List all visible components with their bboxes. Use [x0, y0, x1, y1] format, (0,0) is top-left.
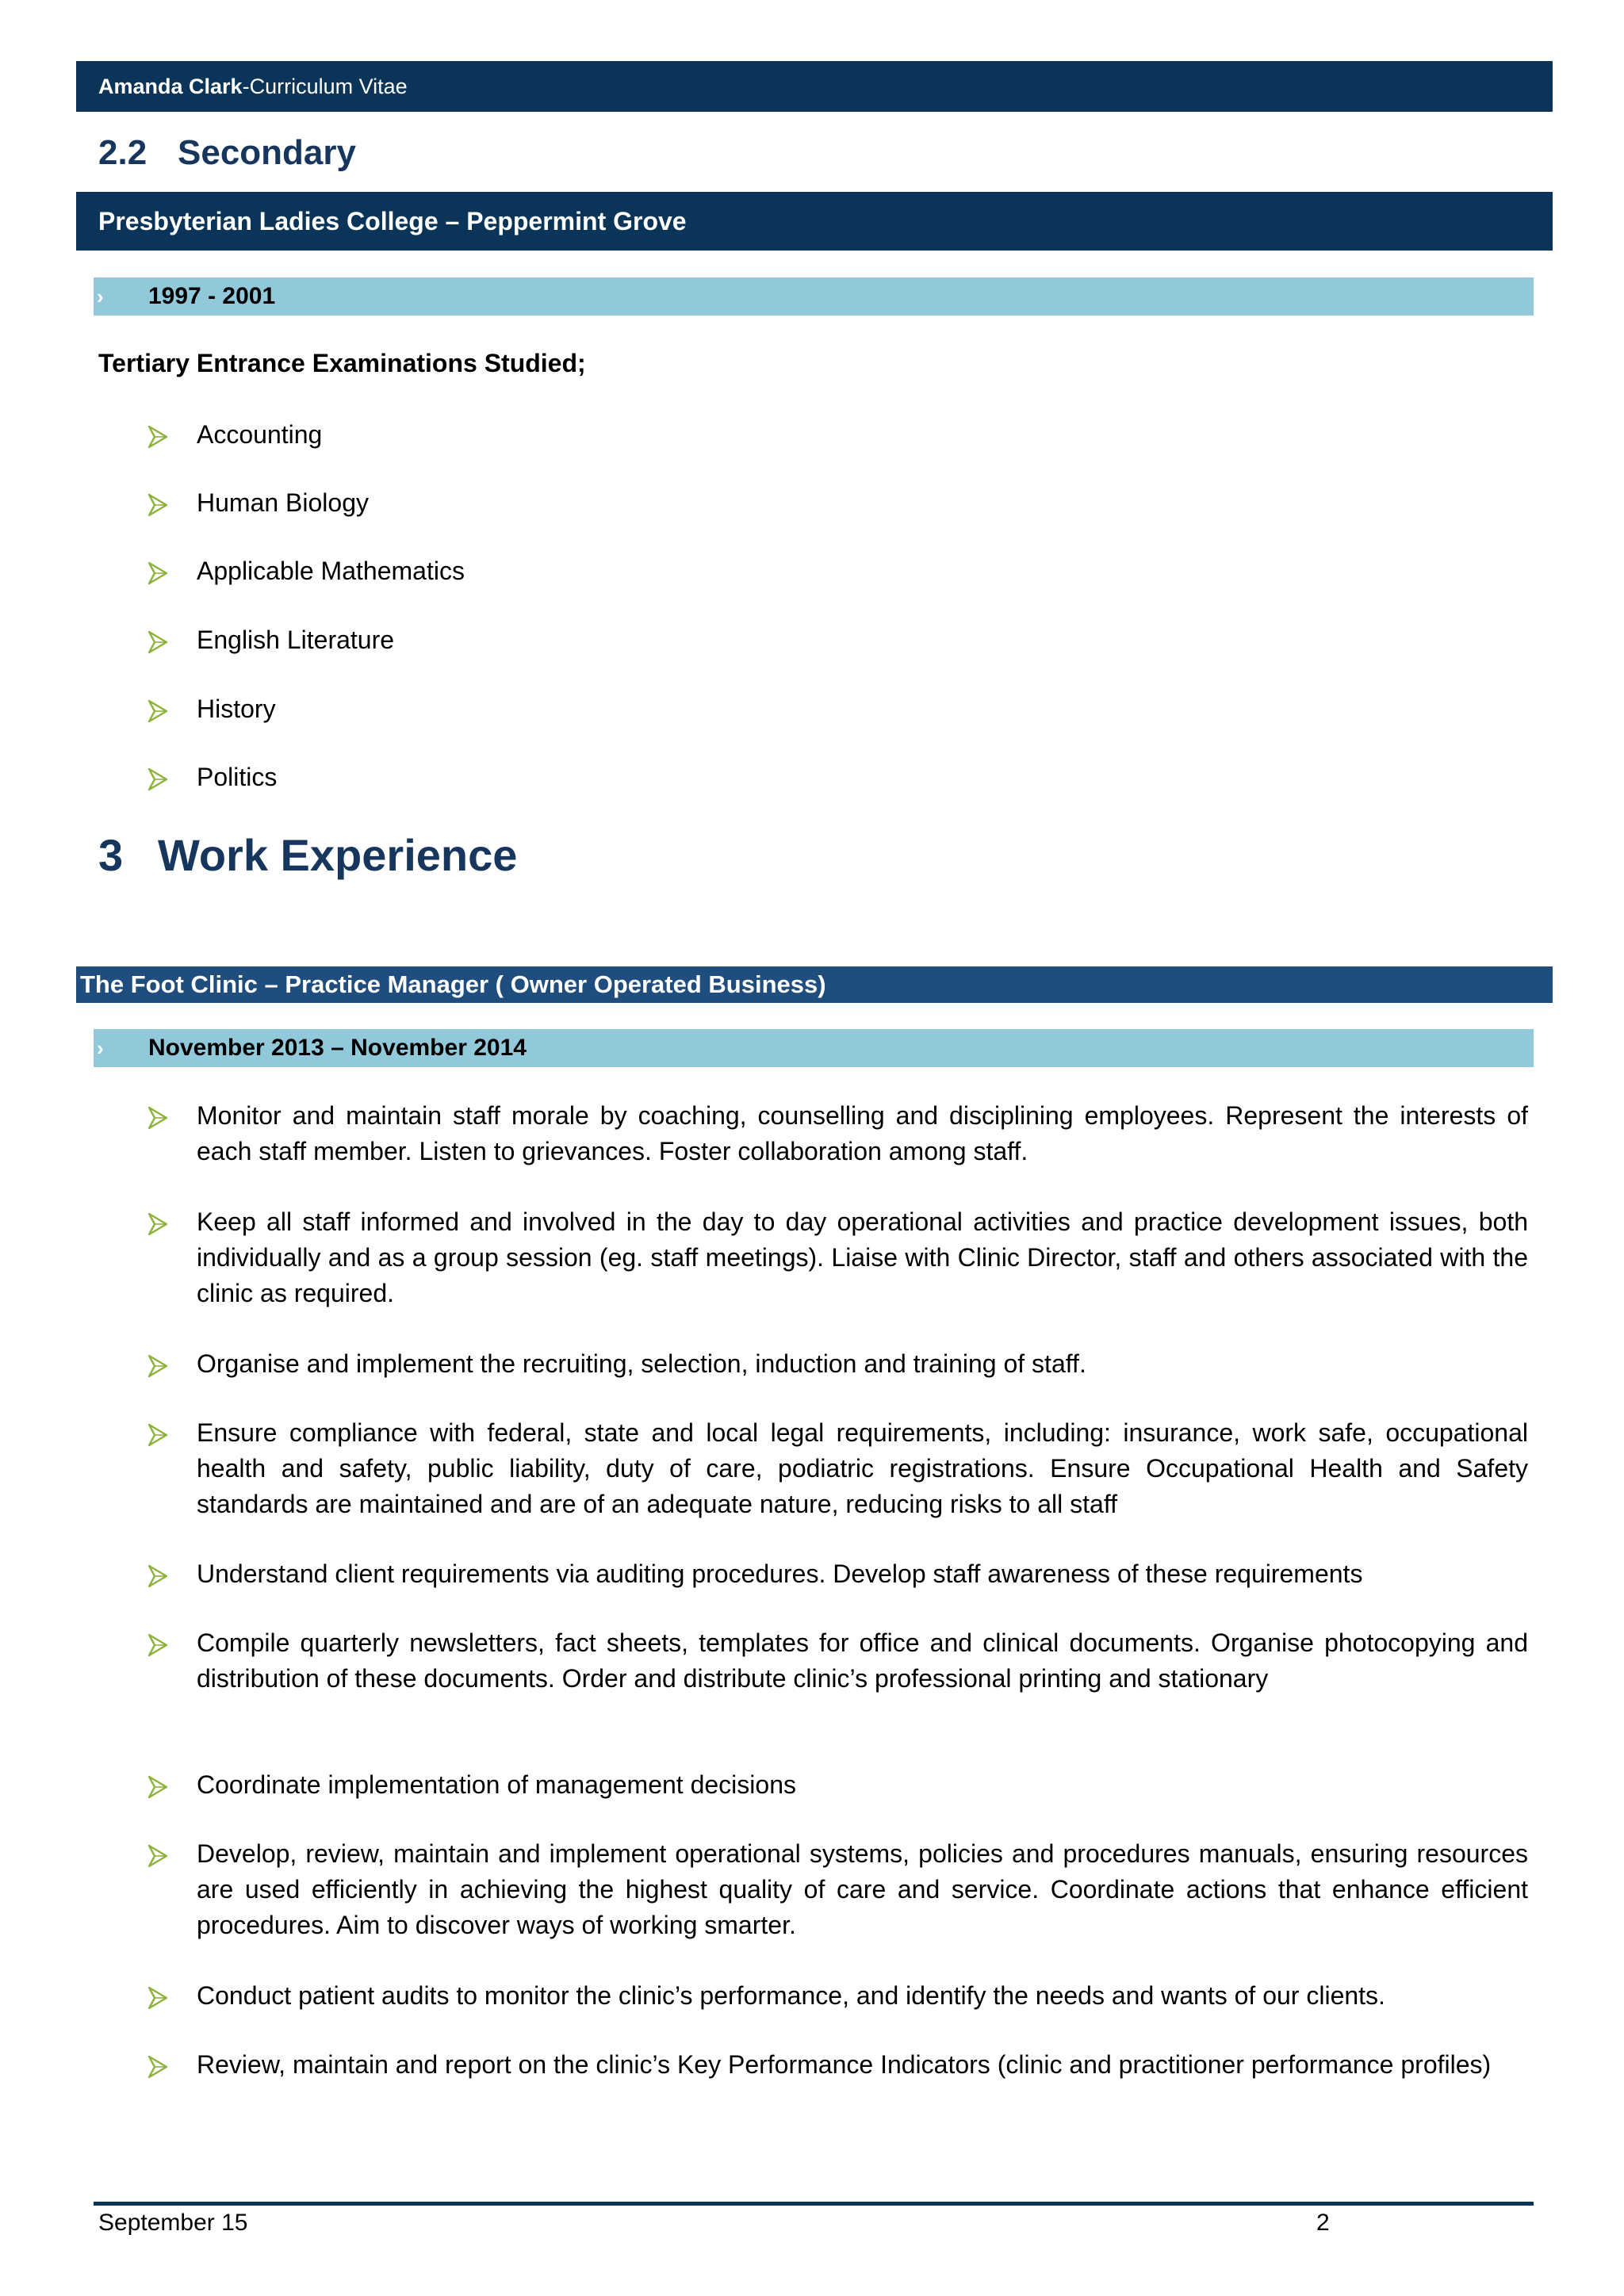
- green-arrow-bullet-icon: [148, 559, 167, 583]
- list-item-text: Monitor and maintain staff morale by coaching, counselling and disciplining employees. Represent the interests of each staff member. Listen to grievances. Foster collaboration among staff.: [197, 1101, 1528, 1165]
- list-item: [148, 1204, 1528, 1311]
- list-item-text: English Literature: [197, 626, 395, 654]
- list-item: [148, 1836, 1528, 1943]
- list-item: [148, 485, 1528, 521]
- list-item-text: Human Biology: [197, 488, 369, 517]
- green-arrow-bullet-icon: [148, 1104, 167, 1127]
- list-item-text: Accounting: [197, 420, 323, 449]
- chevron-right-icon: ›: [97, 1036, 104, 1060]
- list-item: [148, 1625, 1528, 1697]
- green-arrow-bullet-icon: [148, 1562, 167, 1586]
- section-title: Secondary: [178, 133, 356, 172]
- subjects-subheading: Tertiary Entrance Examinations Studied;: [98, 349, 586, 377]
- school-dates-bar: [94, 277, 1534, 316]
- list-item-text: Keep all staff informed and involved in the day to day operational activities and practice development issues, both individually and as a group session (eg. staff meetings). Liaise with Clinic Director, staff and others associated with the clinic as required.: [197, 1207, 1528, 1307]
- list-item: [148, 691, 1528, 727]
- chevron-right-icon: ›: [97, 285, 104, 308]
- green-arrow-bullet-icon: [148, 1210, 167, 1234]
- list-item-text: Coordinate implementation of management decisions: [197, 1770, 796, 1799]
- list-item: [148, 1556, 1528, 1592]
- job-dates-bar: [94, 1029, 1534, 1067]
- list-item-text: Ensure compliance with federal, state and local legal requirements, including: insurance, work safe, occupational health and safety, public liability, duty of care, podiatric registrations. Ensure Occupational Health and Safety standards are maintained and are of an adequate nature, reducing risks to all staff: [197, 1418, 1528, 1518]
- job-dates: November 2013 – November 2014: [148, 1035, 527, 1061]
- header-separator: -: [242, 75, 250, 98]
- section-title: Work Experience: [158, 830, 518, 880]
- list-item-text: Applicable Mathematics: [197, 557, 465, 585]
- list-item: [148, 1346, 1528, 1382]
- list-item: [148, 1415, 1528, 1522]
- section-number: 2.2: [98, 133, 147, 172]
- page-number: 2: [1316, 2210, 1330, 2236]
- list-item-text: Review, maintain and report on the clinic’s Key Performance Indicators (clinic and practitioner performance profiles): [197, 2050, 1492, 2079]
- green-arrow-bullet-icon: [148, 628, 167, 652]
- school-dates: 1997 - 2001: [148, 283, 276, 309]
- header-name: Amanda Clark: [98, 75, 243, 98]
- list-item-text: History: [197, 695, 276, 723]
- green-arrow-bullet-icon: [148, 1631, 167, 1655]
- green-arrow-bullet-icon: [148, 491, 167, 515]
- list-item: [148, 417, 1528, 453]
- school-name-bar: Presbyterian Ladies College – Peppermint Grove: [76, 192, 1553, 251]
- green-arrow-bullet-icon: [148, 765, 167, 789]
- section-number: 3: [98, 830, 124, 880]
- running-header: [76, 61, 1553, 112]
- green-arrow-bullet-icon: [148, 1352, 167, 1376]
- list-item: [148, 2047, 1528, 2083]
- green-arrow-bullet-icon: [148, 1773, 167, 1797]
- section-heading-secondary: [98, 133, 356, 173]
- list-item-text: Develop, review, maintain and implement operational systems, policies and procedures manuals, ensuring resources are used efficiently in achieving the highest quality of care and service. Coordinate actions that enhance efficient procedures. Aim to discover ways of working smarter.: [197, 1839, 1528, 1939]
- section-heading-work: [98, 829, 517, 881]
- list-item-text: Organise and implement the recruiting, selection, induction and training of staff.: [197, 1349, 1086, 1378]
- list-item: [148, 1978, 1528, 2014]
- list-item-text: Conduct patient audits to monitor the clinic’s performance, and identify the needs and wants of our clients.: [197, 1981, 1385, 2010]
- list-item: [148, 760, 1528, 795]
- green-arrow-bullet-icon: [148, 1842, 167, 1866]
- green-arrow-bullet-icon: [148, 1421, 167, 1445]
- green-arrow-bullet-icon: [148, 1984, 167, 2007]
- green-arrow-bullet-icon: [148, 2053, 167, 2076]
- list-item: [148, 1098, 1528, 1169]
- list-item-text: Understand client requirements via auditing procedures. Develop staff awareness of these requirements: [197, 1559, 1363, 1588]
- green-arrow-bullet-icon: [148, 423, 167, 446]
- header-doc-title: Curriculum Vitae: [249, 75, 408, 98]
- list-item: [148, 1767, 1528, 1803]
- list-item-text: Politics: [197, 763, 278, 791]
- green-arrow-bullet-icon: [148, 697, 167, 721]
- list-item-text: Compile quarterly newsletters, fact sheets, templates for office and clinical documents. Organise photocopying and distribution of these documents. Order and distribute clinic’s professional printing and stationary: [197, 1628, 1528, 1693]
- job-title-bar: The Foot Clinic – Practice Manager ( Owner Operated Business): [76, 966, 1553, 1003]
- list-item: [148, 553, 1528, 589]
- list-item: [148, 622, 1528, 658]
- footer-date: September 15: [98, 2210, 248, 2236]
